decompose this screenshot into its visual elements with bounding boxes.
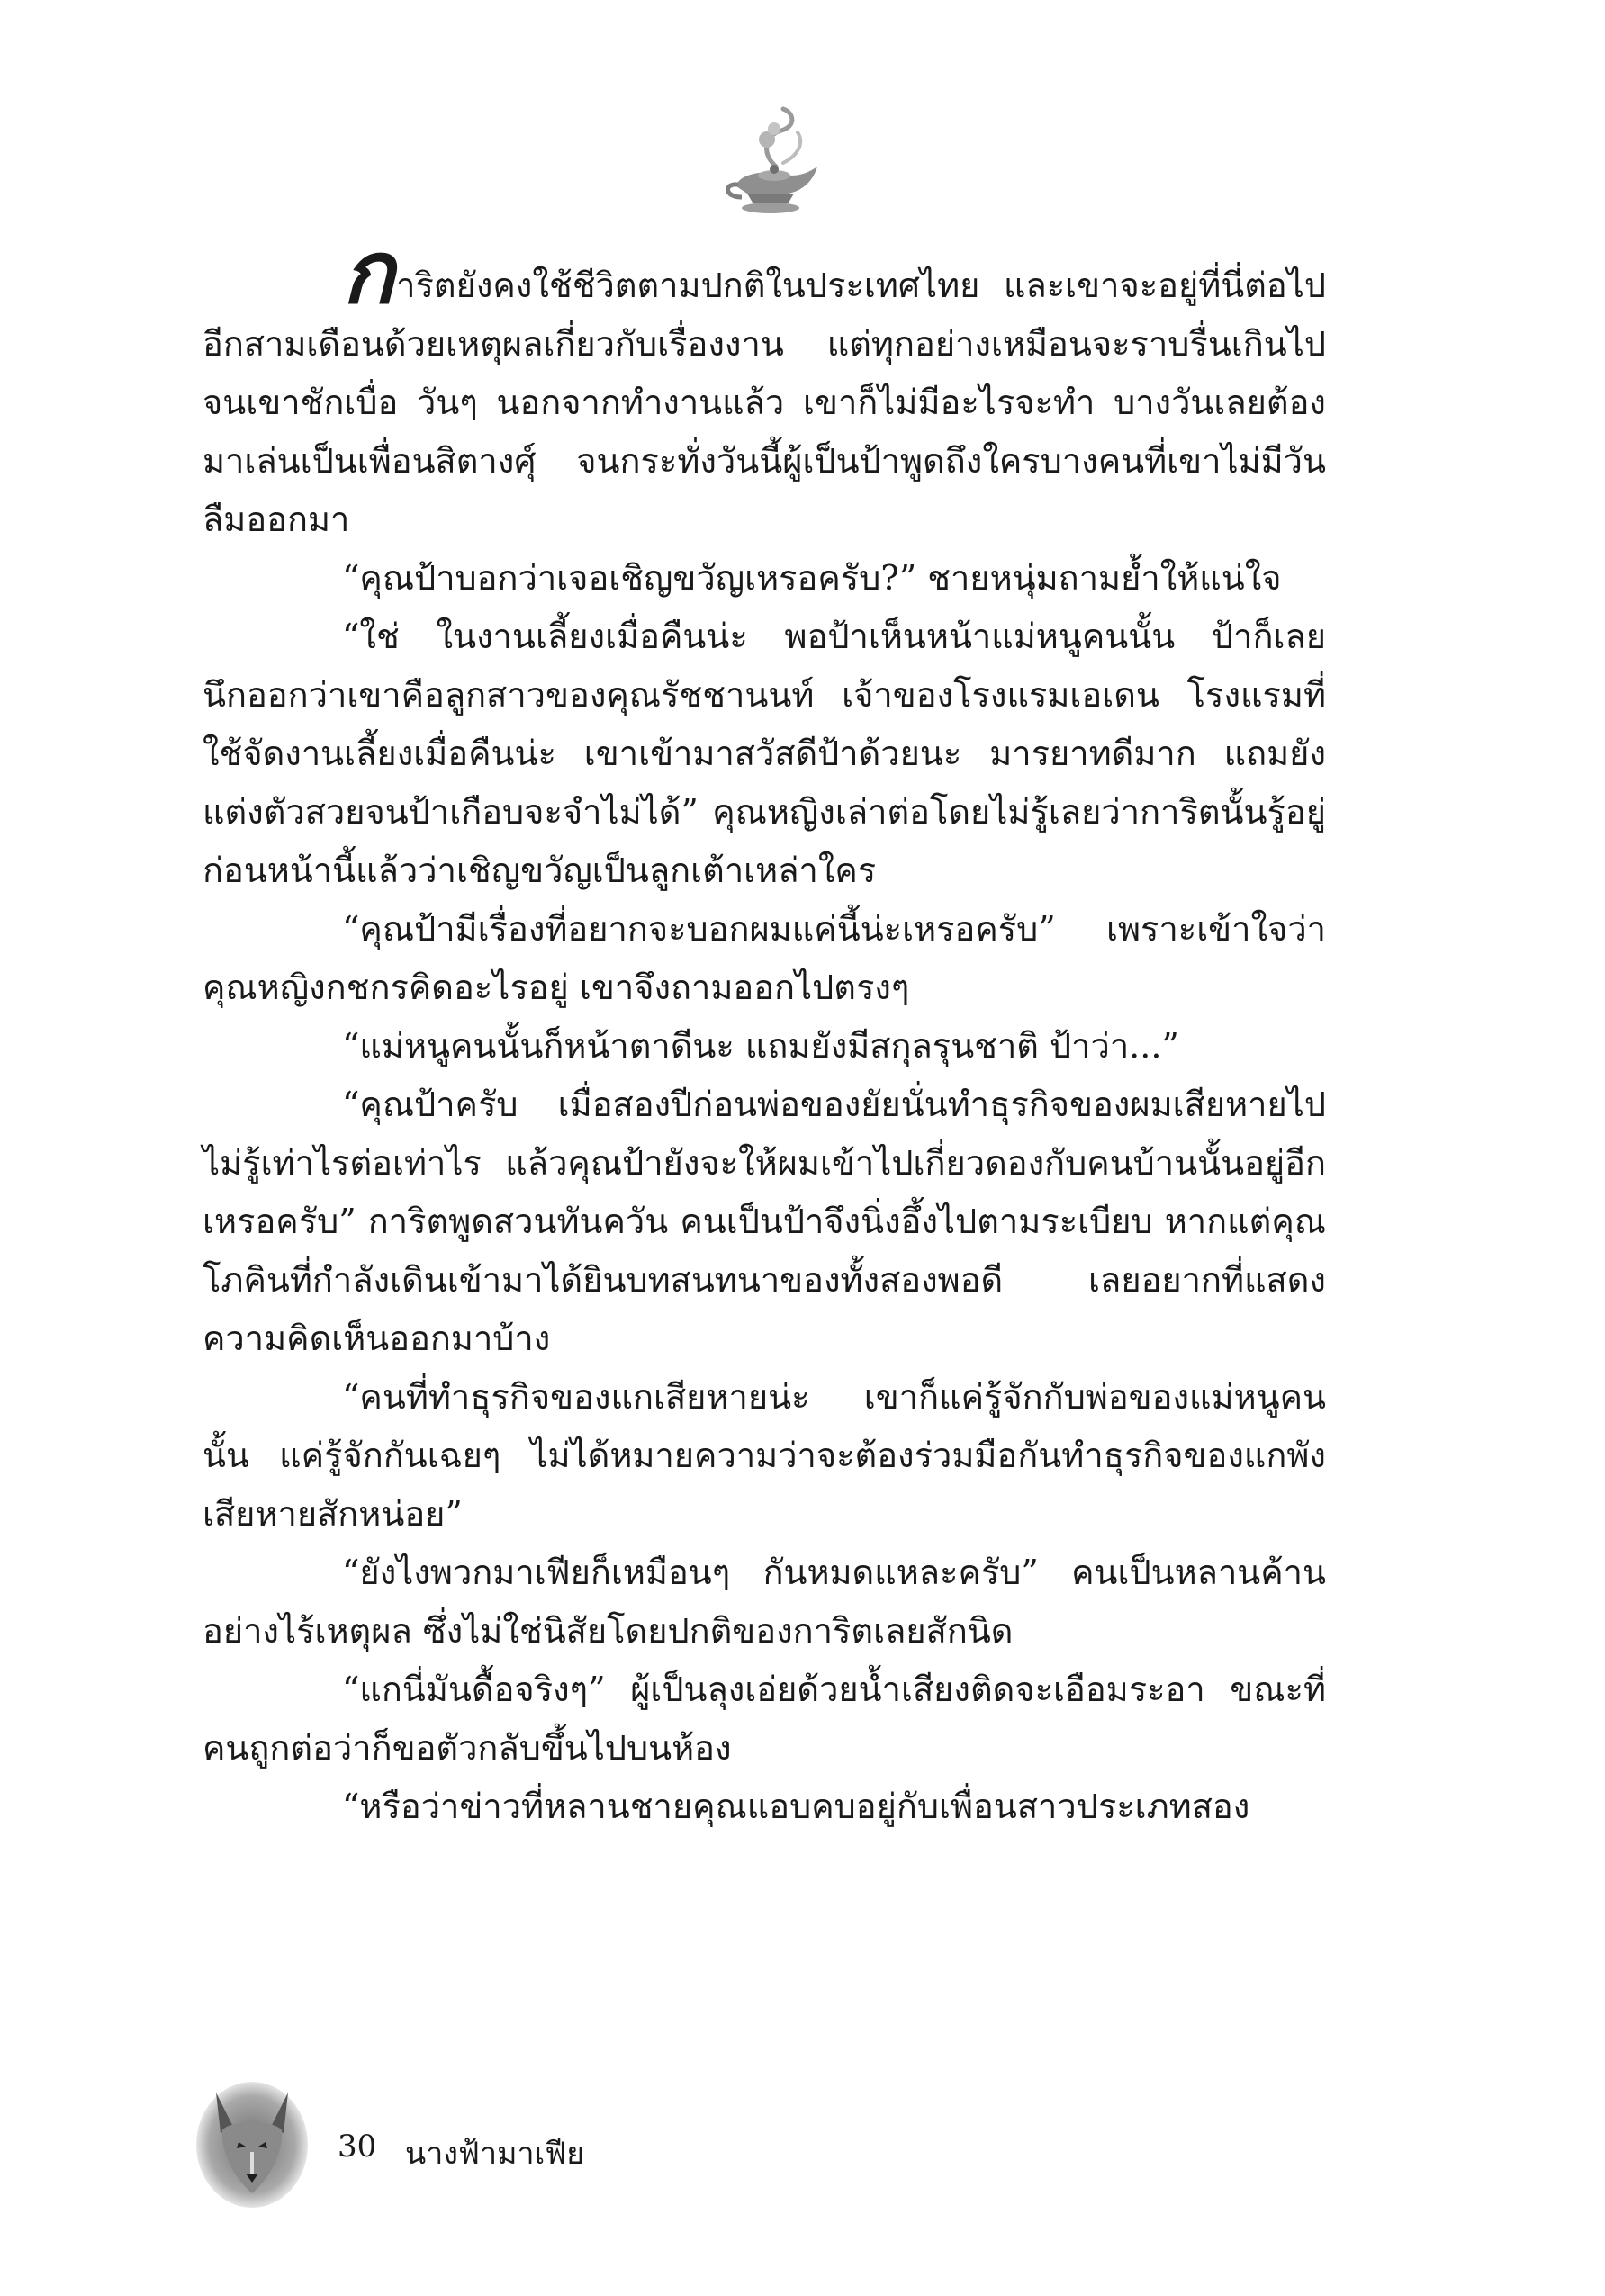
- paragraph: “คุณป้าบอกว่าเจอเชิญขวัญเหรอครับ?” ชายหนุ่มถามย้ำให้แน่ใจ: [342, 558, 1282, 598]
- paragraph: “คนที่ทำธุรกิจของแกเสียหายน่ะ เขาก็แค่รู้จักกับพ่อของแม่หนูคนนั้น แค่รู้จักกันเฉยๆ ไม่ได้หมายความว่าจะต้องร่วมมือกันทำธุรกิจของแกพังเสียหายสักหน่อย”: [203, 1377, 1326, 1534]
- paragraph: “ยังไงพวกมาเฟียก็เหมือนๆ กันหมดแหละครับ” คนเป็นหลานค้านอย่างไร้เหตุผล ซึ่งไม่ใช่นิสัยโดยปกติของการิตเลยสักนิด: [203, 1553, 1326, 1651]
- body-text: [203, 221, 1326, 1836]
- paragraph: “คุณป้ามีเรื่องที่อยากจะบอกผมแค่นี้น่ะเหรอครับ” เพราะเข้าใจว่าคุณหญิงกชกรคิดอะไรอยู่ เขาจึงถามออกไปตรงๆ: [203, 909, 1326, 1007]
- fox-icon: [194, 2075, 311, 2210]
- paragraph: “หรือว่าข่าวที่หลานชายคุณแอบคบอยู่กับเพื่อนสาวประเภทสอง: [342, 1787, 1250, 1826]
- genie-lamp-icon: [711, 104, 837, 230]
- book-title: นางฟ้ามาเฟีย: [405, 2136, 585, 2172]
- page-footer: [194, 2075, 734, 2210]
- paragraph: “คุณป้าครับ เมื่อสองปีก่อนพ่อของยัยนั่นทำธุรกิจของผมเสียหายไปไม่รู้เท่าไรต่อเท่าไร แล้วคุณป้ายังจะให้ผมเข้าไปเกี่ยวดองกับคนบ้านนั้นอยู่อีกเหรอครับ” การิตพูดสวนทันควัน คนเป็นป้าจึงนิ่งอึ้งไปตามระเบียบ หากแต่คุณโภคินที่กำลังเดินเข้ามาได้ยินบทสนทนาของทั้งสองพอดี เลยอยากที่แสดงความคิดเห็นออกมาบ้าง: [203, 1085, 1326, 1358]
- paragraph-first-text: าริตยังคงใช้ชีวิตตามปกติในประเทศไทย และเขาจะอยู่ที่นี่ต่อไปอีกสามเดือนด้วยเหตุผลเกี่ยวกับเรื่องงาน แต่ทุกอย่างเหมือนจะราบรื่นเกินไป จนเขาชักเบื่อ วันๆ นอกจากทำงานแล้ว เขาก็ไม่มีอะไรจะทำ บางวันเลยต้องมาเล่นเป็นเพื่อนสิตางศุ์ จนกระทั่งวันนี้ผู้เป็นป้าพูดถึงใครบางคนที่เขาไม่มีวันลืมออกมา: [203, 266, 1326, 539]
- page-number: 30: [338, 2129, 377, 2165]
- drop-cap: ก: [342, 221, 395, 323]
- paragraph: “แกนี่มันดื้อจริงๆ” ผู้เป็นลุงเอ่ยด้วยน้ำเสียงติดจะเอือมระอา ขณะที่คนถูกต่อว่าก็ขอตัวกลับขึ้นไปบนห้อง: [203, 1670, 1326, 1768]
- paragraph: “แม่หนูคนนั้นก็หน้าตาดีนะ แถมยังมีสกุลรุนชาติ ป้าว่า...”: [342, 1026, 1179, 1066]
- paragraph: “ใช่ ในงานเลี้ยงเมื่อคืนน่ะ พอป้าเห็นหน้าแม่หนูคนนั้น ป้าก็เลยนึกออกว่าเขาคือลูกสาวของคุณรัชชานนท์ เจ้าของโรงแรมเอเดน โรงแรมที่ใช้จัดงานเลี้ยงเมื่อคืนน่ะ เขาเข้ามาสวัสดีป้าด้วยนะ มารยาทดีมาก แถมยังแต่งตัวสวยจนป้าเกือบจะจำไม่ได้” คุณหญิงเล่าต่อโดยไม่รู้เลยว่าการิตนั้นรู้อยู่ก่อนหน้านี้แล้วว่าเชิญขวัญเป็นลูกเต้าเหล่าใคร: [203, 617, 1326, 890]
- paragraph-first: [203, 221, 1326, 549]
